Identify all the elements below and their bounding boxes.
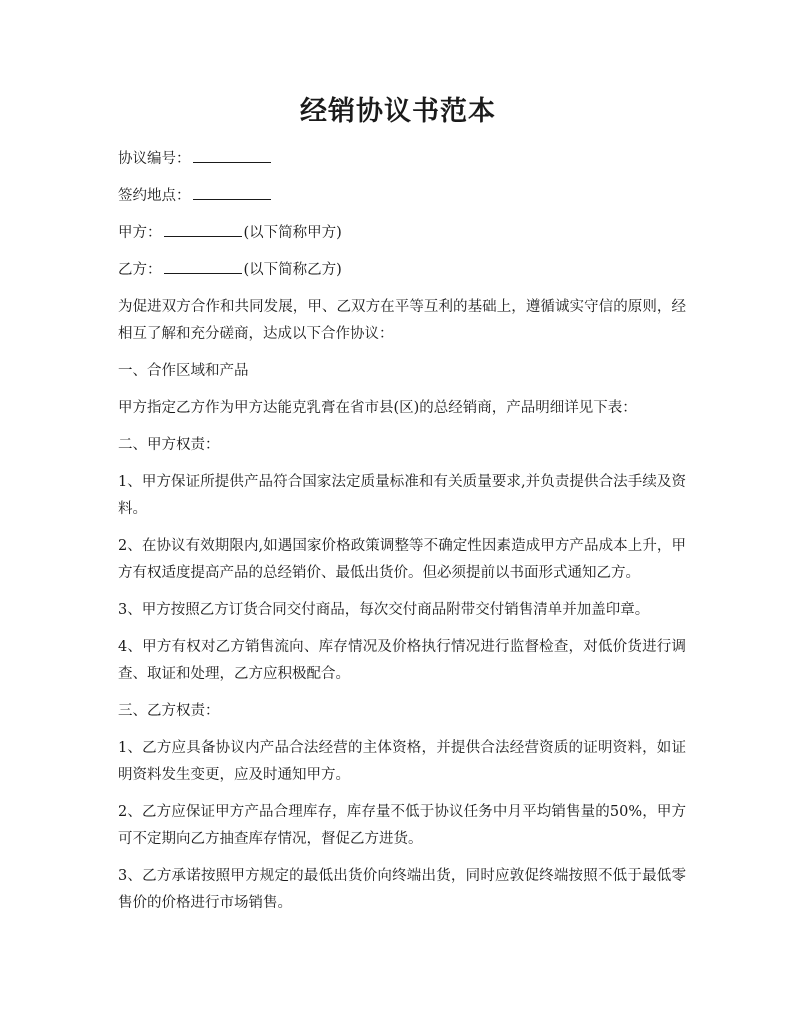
- section-3-heading: 三、乙方权责：: [118, 703, 220, 719]
- section-1-heading: 一、合作区域和产品: [118, 363, 249, 379]
- document-body: [118, 146, 686, 927]
- party-b-suffix: (以下简称乙方): [243, 262, 342, 278]
- section-1-text: 甲方指定乙方作为甲方达能克乳膏在省市县(区)的总经销商，产品明细详见下表：: [118, 400, 637, 416]
- section-3-item-2: 2、乙方应保证甲方产品合理库存，库存量不低于协议任务中月平均销售量的50%，甲方可不定期向乙方抽查库存情况，督促乙方进货。: [118, 804, 686, 847]
- section-3-item-1: 1、乙方应具备协议内产品合法经营的主体资格，并提供合法经营资质的证明资料，如证明资料发生变更，应及时通知甲方。: [118, 740, 686, 783]
- intro-paragraph: 为促进双方合作和共同发展，甲、乙双方在平等互利的基础上，遵循诚实守信的原则，经相互了解和充分磋商，达成以下合作协议：: [118, 299, 686, 342]
- agreement-number-line: [118, 146, 686, 173]
- signing-place-line: [118, 183, 686, 210]
- party-a-blank: [164, 222, 242, 237]
- section-2-item-1: 1、甲方保证所提供产品符合国家法定质量标准和有关质量要求,并负责提供合法手续及资料。: [118, 474, 686, 517]
- party-a-label: 甲方：: [118, 225, 162, 241]
- agreement-number-label: 协议编号：: [118, 151, 191, 167]
- agreement-number-blank: [193, 148, 271, 163]
- party-a-line: [118, 220, 686, 247]
- party-b-blank: [164, 259, 242, 274]
- signing-place-blank: [193, 185, 271, 200]
- section-2-heading: 二、甲方权责：: [118, 437, 220, 453]
- party-b-line: [118, 257, 686, 284]
- party-b-label: 乙方：: [118, 262, 162, 278]
- document-title: 经销协议书范本: [300, 96, 496, 127]
- section-2-item-3: 3、甲方按照乙方订货合同交付商品，每次交付商品附带交付销售清单并加盖印章。: [118, 602, 650, 618]
- signing-place-label: 签约地点：: [118, 188, 191, 204]
- section-3-item-3: 3、乙方承诺按照甲方规定的最低出货价向终端出货，同时应敦促终端按照不低于最低零售价的价格进行市场销售。: [118, 868, 686, 911]
- section-2-item-4: 4、甲方有权对乙方销售流向、库存情况及价格执行情况进行监督检查，对低价货进行调查、取证和处理，乙方应积极配合。: [118, 639, 686, 682]
- party-a-suffix: (以下简称甲方): [243, 225, 342, 241]
- section-2-item-2: 2、在协议有效期限内,如遇国家价格政策调整等不确定性因素造成甲方产品成本上升，甲方有权适度提高产品的总经销价、最低出货价。但必须提前以书面形式通知乙方。: [118, 538, 686, 581]
